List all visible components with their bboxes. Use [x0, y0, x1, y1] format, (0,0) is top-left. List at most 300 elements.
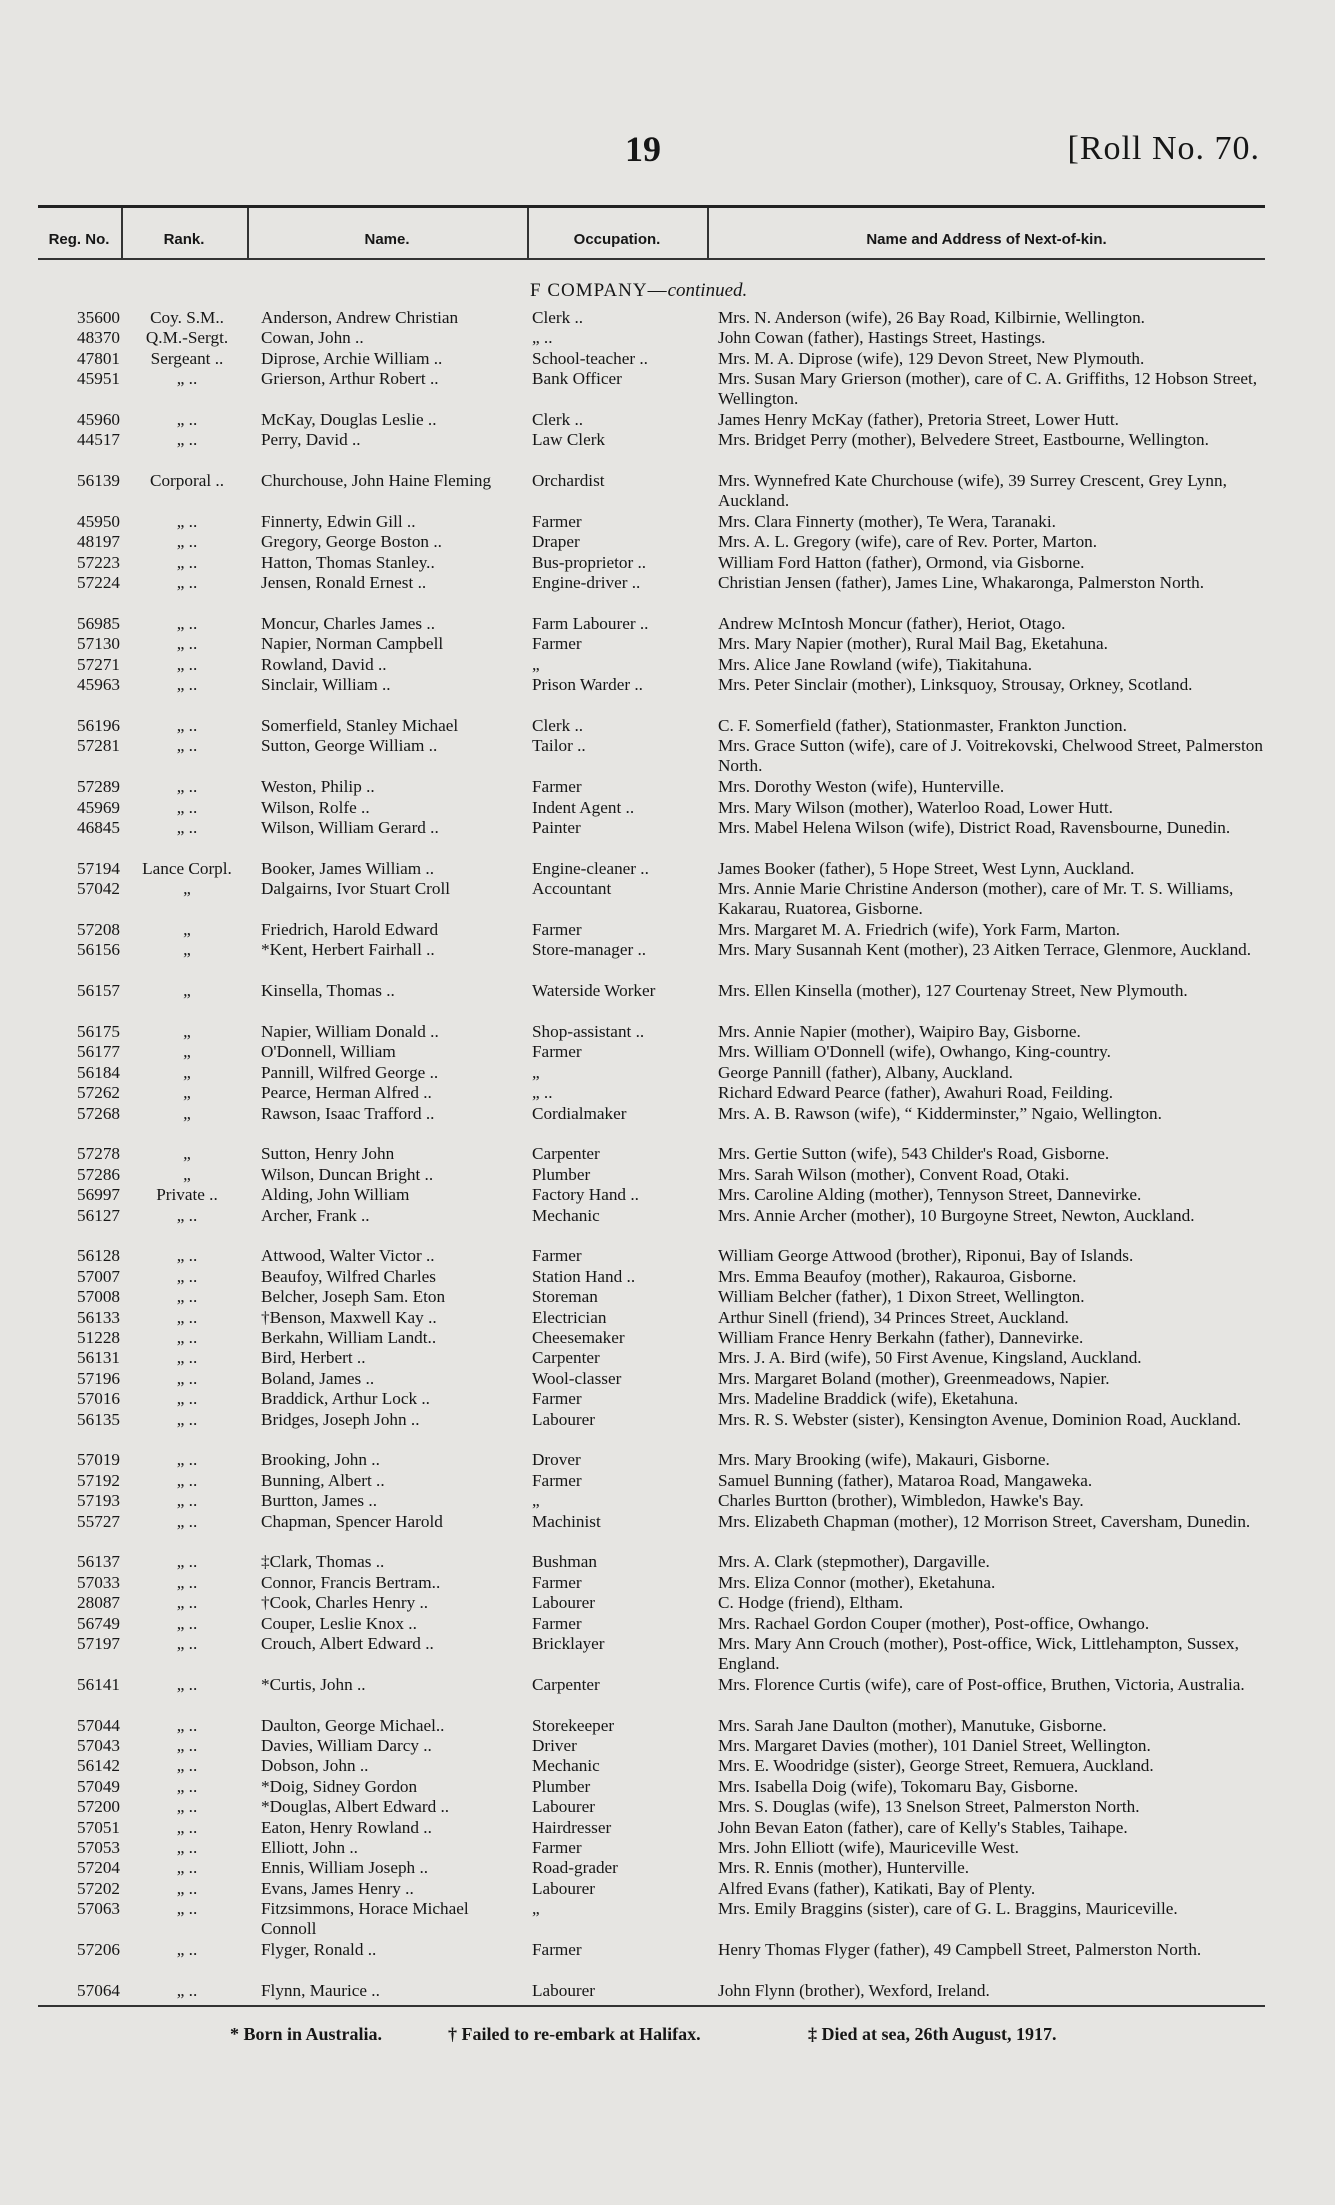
- next-of-kin: C. F. Somerfield (father), Stationmaster, Frankton Junction.: [718, 716, 1127, 735]
- rank: „: [183, 1022, 191, 1041]
- next-of-kin: Charles Burtton (brother), Wimbledon, Hawke's Bay.: [718, 1491, 1084, 1511]
- soldier-name: *Curtis, John ..: [261, 1674, 366, 1694]
- soldier-name: Moncur, Charles James ..: [261, 614, 436, 633]
- reg-number: 57197: [77, 1634, 120, 1653]
- soldier-name: Beaufoy, Wilfred Charles: [261, 1266, 436, 1286]
- occupation: Prison Warder ..: [532, 675, 643, 695]
- reg-number: 45960: [77, 410, 120, 429]
- next-of-kin: Arthur Sinell (friend), 34 Princes Street, Auckland.: [718, 1307, 1069, 1327]
- occupation: Farmer: [532, 777, 582, 797]
- footer-rule: [38, 2005, 1265, 2007]
- company-continued: continued.: [667, 280, 748, 301]
- reg-number: 57194: [77, 858, 120, 878]
- reg-number: 56196: [77, 716, 120, 735]
- occupation: Station Hand ..: [532, 1266, 636, 1286]
- soldier-name: Churchouse, John Haine Fleming: [261, 471, 492, 491]
- rank: „ ..: [176, 1246, 198, 1266]
- rank: Coy. S.M..: [150, 308, 224, 327]
- soldier-name: Bridges, Joseph John ..: [261, 1409, 420, 1429]
- reg-number: 48370: [77, 328, 120, 348]
- soldier-name: Rowland, David ..: [261, 654, 387, 674]
- rank: „ ..: [176, 573, 198, 593]
- rank: „ ..: [176, 1389, 198, 1409]
- rank: Private ..: [156, 1185, 218, 1205]
- soldier-name: Somerfield, Stanley Michael: [261, 716, 459, 735]
- soldier-name: Boland, James ..: [261, 1368, 375, 1388]
- rank: „ ..: [176, 1715, 198, 1735]
- next-of-kin: Mrs. Peter Sinclair (mother), Linksquoy, Strousay, Orkney, Scotland.: [718, 675, 1193, 695]
- next-of-kin: Mrs. Margaret Boland (mother), Greenmeadows, Napier.: [718, 1368, 1110, 1388]
- occupation: Accountant: [532, 879, 612, 899]
- soldier-name: Napier, Norman Campbell: [261, 634, 444, 654]
- soldier-name: Flyger, Ronald ..: [261, 1940, 377, 1959]
- rank: „ ..: [176, 1634, 198, 1653]
- occupation: Store-manager ..: [532, 940, 647, 960]
- reg-number: 56985: [77, 614, 120, 633]
- roll-number: [Roll No. 70.: [1067, 130, 1260, 167]
- occupation: Plumber: [532, 1164, 591, 1184]
- rank: Corporal ..: [150, 471, 224, 491]
- rank: „ ..: [176, 1613, 198, 1633]
- soldier-name: Sutton, Henry John: [261, 1144, 395, 1164]
- soldier-name: Burtton, James ..: [261, 1491, 378, 1511]
- rank: „: [183, 981, 191, 1001]
- rank: „ ..: [176, 1878, 198, 1898]
- next-of-kin: Mrs. Susan Mary Grierson (mother), care of C. A. Griffiths, 12 Hobson Street, Wellington.: [718, 369, 1258, 409]
- occupation: Bricklayer: [532, 1634, 605, 1653]
- soldier-name: Chapman, Spencer Harold: [261, 1511, 443, 1531]
- occupation: Mechanic: [532, 1756, 600, 1776]
- next-of-kin: William Belcher (father), 1 Dixon Street, Wellington.: [718, 1287, 1085, 1307]
- occupation: „ ..: [532, 1083, 553, 1103]
- next-of-kin: Mrs. Rachael Gordon Couper (mother), Post-office, Owhango.: [718, 1613, 1150, 1633]
- next-of-kin: Mrs. Margaret M. A. Friedrich (wife), York Farm, Marton.: [718, 920, 1121, 939]
- next-of-kin: George Pannill (father), Albany, Auckland.: [718, 1062, 1013, 1082]
- rank: „ ..: [176, 369, 198, 389]
- occupation: Wool-classer: [532, 1368, 622, 1388]
- occupation: Painter: [532, 818, 581, 837]
- next-of-kin: Mrs. Annie Archer (mother), 10 Burgoyne Street, Newton, Auckland.: [718, 1205, 1195, 1225]
- reg-number: 57016: [77, 1389, 120, 1409]
- occupation: Farmer: [532, 1838, 582, 1857]
- rank: „: [183, 1083, 191, 1103]
- reg-number: 45951: [77, 369, 120, 389]
- occupation: Farmer: [532, 1613, 582, 1633]
- occupation: Storekeeper: [532, 1715, 615, 1735]
- occupation: Farmer: [532, 1389, 582, 1409]
- reg-number: 57130: [77, 634, 120, 654]
- occupation: Engine-cleaner ..: [532, 858, 649, 878]
- reg-number: 57200: [77, 1797, 120, 1817]
- rank: „ ..: [176, 777, 198, 797]
- next-of-kin: Mrs. Clara Finnerty (mother), Te Wera, Taranaki.: [718, 512, 1056, 531]
- rank: „: [183, 1144, 191, 1164]
- header-rule: [38, 258, 1265, 260]
- occupation: Labourer: [532, 1593, 595, 1613]
- reg-number: 57049: [77, 1776, 120, 1796]
- occupation: Carpenter: [532, 1674, 600, 1694]
- reg-number: 56749: [77, 1613, 120, 1633]
- occupation: Farmer: [532, 512, 582, 531]
- soldier-name: Alding, John William: [261, 1185, 410, 1205]
- occupation: „: [532, 1062, 540, 1082]
- rank: „ ..: [176, 552, 198, 572]
- reg-number: 56175: [77, 1022, 120, 1041]
- soldier-name: *Kent, Herbert Fairhall ..: [261, 940, 435, 960]
- soldier-name: Kinsella, Thomas ..: [261, 981, 395, 1001]
- soldier-name: Wilson, William Gerard ..: [261, 818, 439, 837]
- next-of-kin: Mrs. Caroline Alding (mother), Tennyson Street, Dannevirke.: [718, 1185, 1142, 1205]
- soldier-name: *Douglas, Albert Edward ..: [261, 1797, 450, 1817]
- soldier-name: Finnerty, Edwin Gill ..: [261, 512, 416, 531]
- next-of-kin: C. Hodge (friend), Eltham.: [718, 1593, 904, 1613]
- reg-number: 56133: [77, 1307, 120, 1327]
- reg-number: 57053: [77, 1838, 120, 1857]
- occupation: Tailor ..: [532, 736, 586, 756]
- rank: „ ..: [176, 1940, 198, 1959]
- occupation: Electrician: [532, 1307, 607, 1327]
- soldier-name: Connor, Francis Bertram..: [261, 1572, 441, 1592]
- rank: „ ..: [176, 1899, 198, 1919]
- rank: „ ..: [176, 1552, 198, 1572]
- rank: „ ..: [176, 410, 198, 429]
- reg-number: 57286: [77, 1164, 120, 1184]
- occupation: Bank Officer: [532, 369, 622, 389]
- next-of-kin: John Flynn (brother), Wexford, Ireland.: [718, 1980, 990, 2000]
- header-rank: Rank.: [163, 230, 205, 248]
- occupation: „: [532, 1491, 540, 1511]
- rank: Q.M.-Sergt.: [145, 328, 229, 348]
- next-of-kin: Mrs. Dorothy Weston (wife), Hunterville.: [718, 777, 1005, 797]
- rank: „ ..: [176, 1307, 198, 1327]
- soldier-name: Grierson, Arthur Robert ..: [261, 369, 439, 389]
- next-of-kin: Mrs. Wynnefred Kate Churchouse (wife), 39 Surrey Crescent, Grey Lynn, Auckland.: [718, 471, 1227, 511]
- next-of-kin: Mrs. Mary Brooking (wife), Makauri, Gisborne.: [718, 1450, 1050, 1470]
- reg-number: 57043: [77, 1736, 120, 1755]
- occupation: Labourer: [532, 1797, 595, 1817]
- reg-number: 57196: [77, 1368, 120, 1388]
- next-of-kin: Mrs. A. B. Rawson (wife), “ Kidderminster,” Ngaio, Wellington.: [718, 1103, 1162, 1123]
- reg-number: 45950: [77, 512, 120, 531]
- rank: „ ..: [176, 1817, 198, 1837]
- soldier-name: Pannill, Wilfred George ..: [261, 1062, 439, 1082]
- rank: „ ..: [176, 532, 198, 552]
- reg-number: 57064: [77, 1980, 120, 2000]
- reg-number: 57223: [77, 552, 120, 572]
- next-of-kin: Mrs. Gertie Sutton (wife), 543 Childer's Road, Gisborne.: [718, 1144, 1110, 1164]
- next-of-kin: Andrew McIntosh Moncur (father), Heriot, Otago.: [718, 614, 1066, 633]
- reg-number: 56127: [77, 1205, 120, 1225]
- rank: „ ..: [176, 1736, 198, 1755]
- reg-number: 57042: [77, 879, 120, 899]
- next-of-kin: Mrs. Isabella Doig (wife), Tokomaru Bay, Gisborne.: [718, 1776, 1079, 1796]
- occupation: Indent Agent ..: [532, 797, 635, 817]
- rank: „: [183, 1062, 191, 1082]
- occupation: Farmer: [532, 634, 582, 654]
- soldier-name: Fitzsimmons, Horace Michael Connoll: [261, 1899, 469, 1939]
- footnote-died-at-sea: ‡ Died at sea, 26th August, 1917.: [808, 2024, 1057, 2044]
- rank: „ ..: [176, 654, 198, 674]
- soldier-name: Ennis, William Joseph ..: [261, 1858, 429, 1878]
- next-of-kin: Samuel Bunning (father), Mataroa Road, Mangaweka.: [718, 1470, 1093, 1490]
- soldier-name: Eaton, Henry Rowland ..: [261, 1817, 432, 1837]
- occupation: Farmer: [532, 920, 582, 939]
- next-of-kin: Mrs. Mary Napier (mother), Rural Mail Bag, Eketahuna.: [718, 634, 1108, 654]
- next-of-kin: Mrs. Margaret Davies (mother), 101 Daniel Street, Wellington.: [718, 1736, 1151, 1755]
- header-reg-no: Reg. No.: [48, 230, 110, 248]
- soldier-name: McKay, Douglas Leslie ..: [261, 410, 437, 429]
- occupation: Farmer: [532, 1470, 582, 1490]
- soldier-name: Sutton, George William ..: [261, 736, 438, 756]
- occupation: Law Clerk: [532, 430, 606, 450]
- soldier-name: Davies, William Darcy ..: [261, 1736, 432, 1755]
- reg-number: 56157: [77, 981, 120, 1001]
- next-of-kin: Mrs. Bridget Perry (mother), Belvedere Street, Eastbourne, Wellington.: [718, 430, 1209, 450]
- occupation: Waterside Worker: [532, 981, 656, 1001]
- next-of-kin: Mrs. A. L. Gregory (wife), care of Rev. Porter, Marton.: [718, 532, 1098, 552]
- occupation: Shop-assistant ..: [532, 1022, 645, 1041]
- soldier-name: Wilson, Rolfe ..: [261, 797, 370, 817]
- occupation: Labourer: [532, 1878, 595, 1898]
- occupation: „: [532, 1899, 540, 1919]
- occupation: Farmer: [532, 1940, 582, 1959]
- rank: „ ..: [176, 1776, 198, 1796]
- occupation: Clerk ..: [532, 308, 584, 327]
- soldier-name: Hatton, Thomas Stanley..: [261, 552, 435, 572]
- occupation: Carpenter: [532, 1144, 600, 1164]
- next-of-kin: Mrs. N. Anderson (wife), 26 Bay Road, Kilbirnie, Wellington.: [718, 308, 1145, 327]
- reg-number: 57063: [77, 1899, 120, 1919]
- rank: „ ..: [176, 430, 198, 450]
- next-of-kin: Henry Thomas Flyger (father), 49 Campbell Street, Palmerston North.: [718, 1940, 1202, 1959]
- occupation: „ ..: [532, 328, 553, 348]
- occupation: Farm Labourer ..: [532, 614, 649, 633]
- soldier-name: Sinclair, William ..: [261, 675, 391, 695]
- reg-number: 57202: [77, 1878, 120, 1898]
- reg-number: 45963: [77, 675, 120, 695]
- page-number: 19: [625, 129, 661, 169]
- next-of-kin: Mrs. Mabel Helena Wilson (wife), District Road, Ravensbourne, Dunedin.: [718, 818, 1231, 837]
- next-of-kin: Mrs. Madeline Braddick (wife), Eketahuna.: [718, 1389, 1019, 1409]
- rank: „ ..: [176, 1838, 198, 1857]
- next-of-kin: William France Henry Berkahn (father), Dannevirke.: [718, 1328, 1084, 1347]
- soldier-name: Elliott, John ..: [261, 1838, 358, 1857]
- reg-number: 57262: [77, 1083, 120, 1103]
- soldier-name: Perry, David ..: [261, 430, 361, 450]
- rank: „ ..: [176, 1593, 198, 1613]
- rank: „ ..: [176, 1980, 198, 2000]
- next-of-kin: Mrs. Elizabeth Chapman (mother), 12 Morrison Street, Caversham, Dunedin.: [718, 1511, 1251, 1531]
- occupation: Farmer: [532, 1246, 582, 1266]
- rank: „ ..: [176, 736, 198, 756]
- next-of-kin: Mrs. Emily Braggins (sister), care of G. L. Braggins, Mauriceville.: [718, 1899, 1178, 1919]
- soldier-name: Bunning, Albert ..: [261, 1470, 385, 1490]
- soldier-name: Booker, James William ..: [261, 858, 435, 878]
- occupation: Driver: [532, 1736, 577, 1755]
- soldier-name: Attwood, Walter Victor ..: [261, 1246, 435, 1266]
- soldier-name: Daulton, George Michael..: [261, 1715, 445, 1735]
- next-of-kin: Mrs. J. A. Bird (wife), 50 First Avenue, Kingsland, Auckland.: [718, 1348, 1142, 1368]
- occupation: School-teacher ..: [532, 348, 648, 368]
- next-of-kin: James Henry McKay (father), Pretoria Street, Lower Hutt.: [718, 410, 1119, 429]
- rank: „ ..: [176, 1409, 198, 1429]
- company-title: F COMPANY—: [530, 280, 668, 301]
- occupation: Labourer: [532, 1980, 595, 2000]
- next-of-kin: Mrs. Florence Curtis (wife), care of Post-office, Bruthen, Victoria, Australia.: [718, 1674, 1245, 1694]
- rank: „ ..: [176, 1348, 198, 1368]
- reg-number: 56131: [77, 1348, 120, 1368]
- reg-number: 56128: [77, 1246, 120, 1266]
- occupation: Cordialmaker: [532, 1103, 627, 1123]
- occupation: Labourer: [532, 1409, 595, 1429]
- rank: „ ..: [176, 1756, 198, 1776]
- next-of-kin: Richard Edward Pearce (father), Awahuri Road, Feilding.: [718, 1083, 1114, 1103]
- next-of-kin: Mrs. Mary Ann Crouch (mother), Post-office, Wick, Littlehampton, Sussex, England.: [718, 1634, 1239, 1673]
- occupation: Cheesemaker: [532, 1328, 625, 1347]
- soldier-name: Weston, Philip ..: [261, 777, 375, 797]
- reg-number: 51228: [77, 1328, 120, 1347]
- reg-number: 46845: [77, 818, 120, 837]
- occupation: Farmer: [532, 1572, 582, 1592]
- next-of-kin: Mrs. Alice Jane Rowland (wife), Tiakitahuna.: [718, 654, 1033, 674]
- rank: „ ..: [176, 1674, 198, 1694]
- rank: „ ..: [176, 1368, 198, 1388]
- reg-number: 57044: [77, 1715, 120, 1735]
- reg-number: 57007: [77, 1266, 120, 1286]
- reg-number: 57008: [77, 1287, 120, 1307]
- rank: Sergeant ..: [150, 348, 224, 368]
- soldier-name: †Benson, Maxwell Kay ..: [261, 1307, 437, 1327]
- occupation: Farmer: [532, 1042, 582, 1062]
- occupation: „: [532, 654, 540, 674]
- header-name: Name.: [364, 230, 410, 248]
- reg-number: 57268: [77, 1103, 120, 1123]
- reg-number: 57271: [77, 654, 120, 674]
- next-of-kin: Mrs. Sarah Jane Daulton (mother), Manutuke, Gisborne.: [718, 1715, 1107, 1735]
- reg-number: 57224: [77, 573, 120, 593]
- rank: „: [183, 879, 191, 899]
- rank: „ ..: [176, 1450, 198, 1470]
- next-of-kin: Mrs. A. Clark (stepmother), Dargaville.: [718, 1552, 990, 1572]
- rank: „ ..: [176, 675, 198, 695]
- soldier-name: Couper, Leslie Knox ..: [261, 1613, 417, 1633]
- occupation: Road-grader: [532, 1858, 618, 1878]
- reg-number: 56141: [77, 1674, 120, 1694]
- soldier-name: Napier, William Donald ..: [261, 1022, 439, 1041]
- reg-number: 55727: [77, 1511, 120, 1531]
- soldier-name: Archer, Frank ..: [261, 1205, 370, 1225]
- rank: „ ..: [176, 818, 198, 837]
- next-of-kin: William Ford Hatton (father), Ormond, via Gisborne.: [718, 552, 1085, 572]
- rank: „ ..: [176, 1572, 198, 1592]
- reg-number: 57206: [77, 1940, 120, 1959]
- soldier-name: Dobson, John ..: [261, 1756, 369, 1776]
- company-heading: [530, 280, 747, 302]
- reg-number: 28087: [77, 1593, 120, 1613]
- next-of-kin: William George Attwood (brother), Riponui, Bay of Islands.: [718, 1246, 1134, 1266]
- rank: „: [183, 940, 191, 960]
- next-of-kin: John Cowan (father), Hastings Street, Hastings.: [718, 328, 1046, 348]
- next-of-kin: Mrs. M. A. Diprose (wife), 129 Devon Street, New Plymouth.: [718, 348, 1145, 368]
- rank: „: [183, 1042, 191, 1062]
- next-of-kin: Mrs. Eliza Connor (mother), Eketahuna.: [718, 1572, 996, 1592]
- top-rule: [38, 205, 1265, 208]
- next-of-kin: Mrs. Annie Napier (mother), Waipiro Bay, Gisborne.: [718, 1022, 1081, 1041]
- reg-number: 56156: [77, 940, 120, 960]
- reg-number: 57051: [77, 1817, 120, 1837]
- next-of-kin: Mrs. Mary Wilson (mother), Waterloo Road, Lower Hutt.: [718, 797, 1113, 817]
- rank: „: [183, 1103, 191, 1123]
- rank: „: [183, 1164, 191, 1184]
- next-of-kin: Alfred Evans (father), Katikati, Bay of Plenty.: [718, 1878, 1036, 1898]
- reg-number: 56139: [77, 471, 120, 491]
- occupation: Clerk ..: [532, 716, 584, 735]
- rank: „ ..: [176, 797, 198, 817]
- occupation: Machinist: [532, 1511, 601, 1531]
- soldier-name: Wilson, Duncan Bright ..: [261, 1164, 434, 1184]
- rank: „ ..: [176, 1205, 198, 1225]
- next-of-kin: John Bevan Eaton (father), care of Kelly's Stables, Taihape.: [718, 1817, 1128, 1837]
- occupation: Engine-driver ..: [532, 573, 641, 593]
- reg-number: 56177: [77, 1042, 120, 1062]
- reg-number: 57204: [77, 1858, 120, 1878]
- occupation: Storeman: [532, 1287, 598, 1307]
- soldier-name: Friedrich, Harold Edward: [261, 920, 439, 939]
- next-of-kin: Mrs. Sarah Wilson (mother), Convent Road, Otaki.: [718, 1164, 1070, 1184]
- soldier-name: Cowan, John ..: [261, 328, 364, 348]
- rank: „ ..: [176, 1328, 198, 1347]
- next-of-kin: Mrs. Ellen Kinsella (mother), 127 Courtenay Street, New Plymouth.: [718, 981, 1188, 1001]
- rank: Lance Corpl.: [142, 858, 232, 878]
- next-of-kin: Mrs. R. Ennis (mother), Hunterville.: [718, 1858, 970, 1878]
- rank: „ ..: [176, 1511, 198, 1531]
- next-of-kin: Mrs. Grace Sutton (wife), care of J. Voitrekovski, Chelwood Street, Palmerston North.: [718, 736, 1263, 776]
- reg-number: 57208: [77, 920, 120, 939]
- next-of-kin: Mrs. E. Woodridge (sister), George Street, Remuera, Auckland.: [718, 1756, 1154, 1776]
- footnote-failed-reembark: † Failed to re-embark at Halifax.: [448, 2024, 701, 2044]
- next-of-kin: Mrs. Emma Beaufoy (mother), Rakauroa, Gisborne.: [718, 1266, 1077, 1286]
- soldier-name: ‡Clark, Thomas ..: [261, 1552, 385, 1572]
- occupation: Bus-proprietor ..: [532, 552, 647, 572]
- header-occupation: Occupation.: [573, 230, 661, 248]
- header-next-of-kin: Name and Address of Next-of-kin.: [866, 230, 1107, 248]
- soldier-name: Diprose, Archie William ..: [261, 348, 443, 368]
- rank: „ ..: [176, 1287, 198, 1307]
- reg-number: 56184: [77, 1062, 120, 1082]
- rank: „ ..: [176, 634, 198, 654]
- footnote-born-australia: * Born in Australia.: [230, 2024, 383, 2044]
- occupation: Bushman: [532, 1552, 597, 1572]
- rank: „ ..: [176, 1858, 198, 1878]
- reg-number: 57192: [77, 1470, 120, 1490]
- soldier-name: Braddick, Arthur Lock ..: [261, 1389, 430, 1409]
- reg-number: 57193: [77, 1491, 120, 1511]
- reg-number: 45969: [77, 797, 120, 817]
- next-of-kin: Mrs. William O'Donnell (wife), Owhango, King-country.: [718, 1042, 1111, 1062]
- occupation: Drover: [532, 1450, 581, 1470]
- rank: „ ..: [176, 1797, 198, 1817]
- occupation: Carpenter: [532, 1348, 600, 1368]
- soldier-name: Dalgairns, Ivor Stuart Croll: [261, 879, 451, 899]
- soldier-name: Evans, James Henry ..: [261, 1878, 414, 1898]
- soldier-name: †Cook, Charles Henry ..: [261, 1593, 429, 1613]
- occupation: Factory Hand ..: [532, 1185, 639, 1205]
- soldier-name: Anderson, Andrew Christian: [261, 308, 459, 327]
- occupation: Orchardist: [532, 471, 605, 491]
- rank: „: [183, 920, 191, 939]
- reg-number: 57281: [77, 736, 120, 756]
- next-of-kin: James Booker (father), 5 Hope Street, West Lynn, Auckland.: [718, 858, 1135, 878]
